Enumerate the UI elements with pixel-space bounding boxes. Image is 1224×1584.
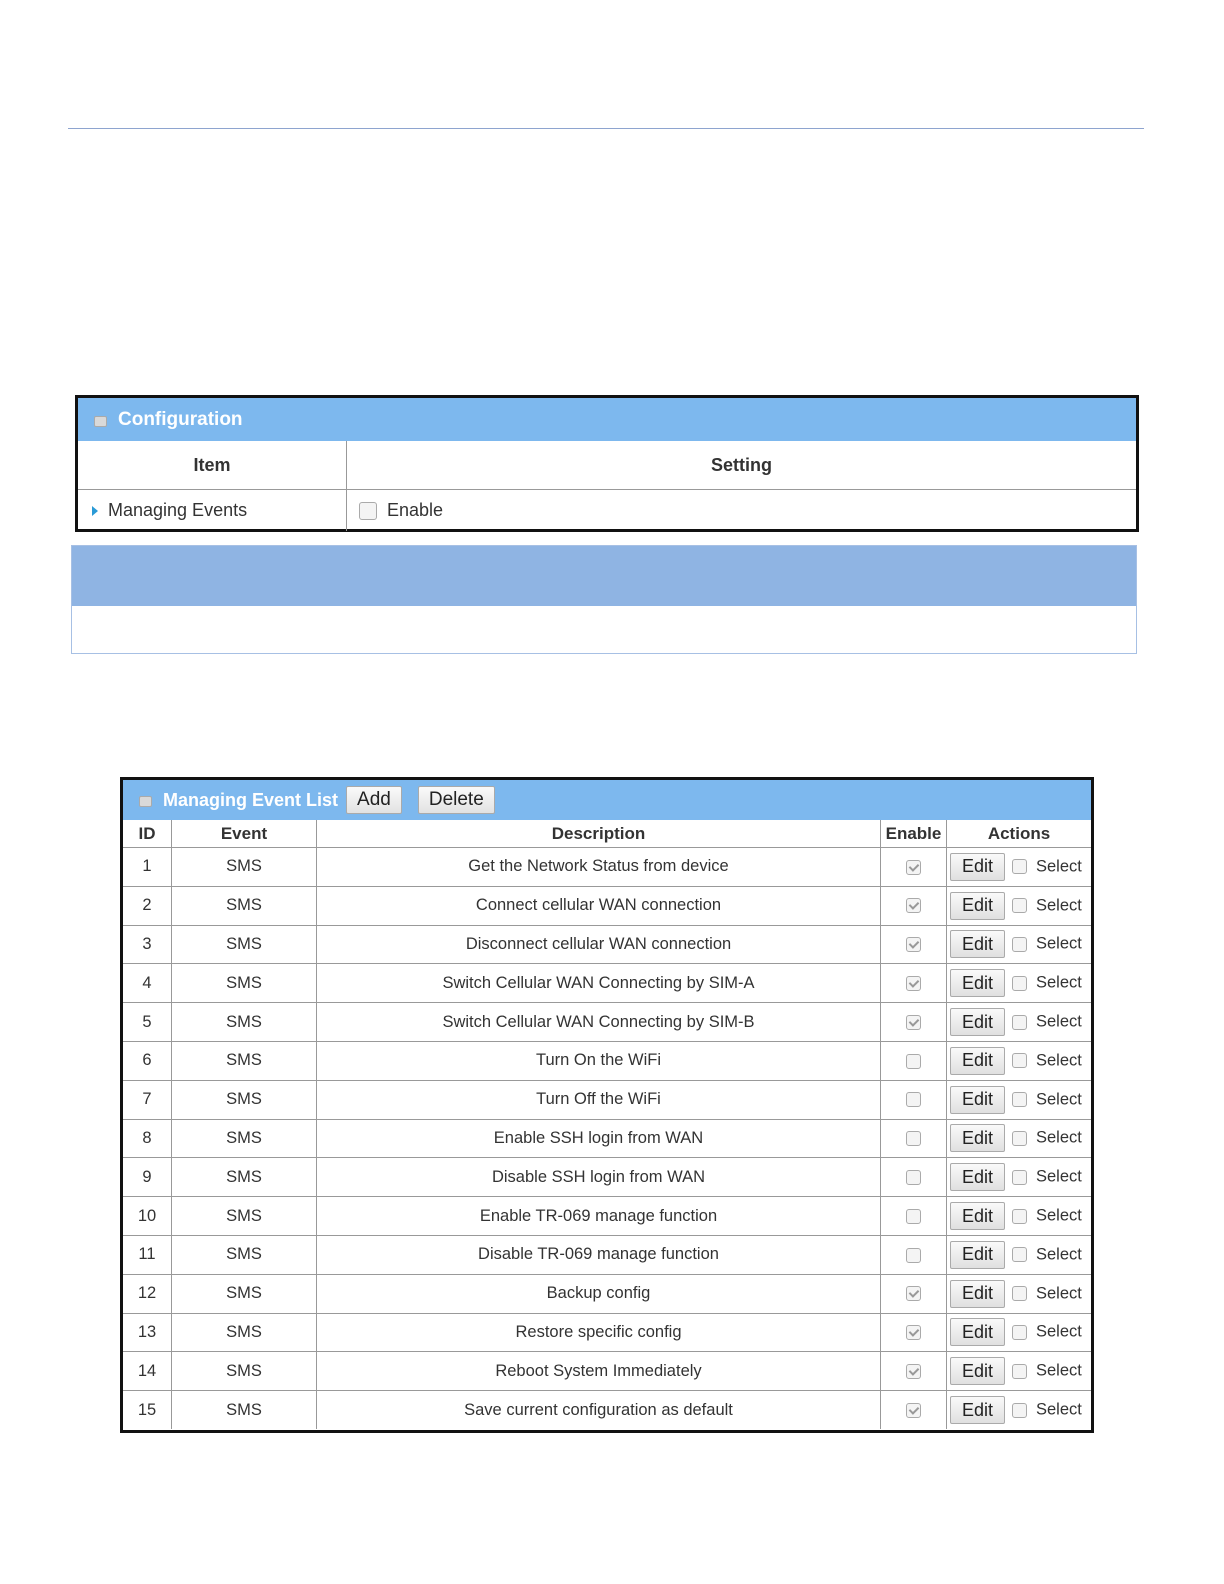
row-id: 11: [123, 1235, 172, 1274]
row-event: SMS: [172, 1235, 317, 1274]
select-label: Select: [1036, 1322, 1082, 1341]
row-actions: [947, 1391, 1092, 1429]
row-enable-cell: [881, 1352, 947, 1391]
select-label: Select: [1036, 1051, 1082, 1070]
row-enable-checkbox[interactable]: [906, 1364, 921, 1379]
edit-button[interactable]: Edit: [950, 969, 1005, 997]
row-enable-checkbox[interactable]: [906, 976, 921, 991]
collapse-icon[interactable]: [94, 416, 107, 427]
row-enable-checkbox[interactable]: [906, 1286, 921, 1301]
row-event: SMS: [172, 1003, 317, 1042]
row-id: 8: [123, 1119, 172, 1158]
row-id: 9: [123, 1158, 172, 1197]
table-row: [123, 1352, 1091, 1391]
select-label: Select: [1036, 1128, 1082, 1147]
select-checkbox[interactable]: [1012, 1092, 1027, 1107]
select-checkbox[interactable]: [1012, 1053, 1027, 1068]
row-actions: [947, 1235, 1092, 1274]
column-header-actions: Actions: [947, 820, 1092, 848]
edit-button[interactable]: Edit: [950, 930, 1005, 958]
row-description: Restore specific config: [317, 1313, 881, 1352]
triangle-right-icon: [92, 506, 98, 516]
delete-button[interactable]: Delete: [418, 786, 495, 814]
select-checkbox[interactable]: [1012, 1403, 1027, 1418]
row-actions: [947, 1158, 1092, 1197]
column-header-id: ID: [123, 820, 172, 848]
select-checkbox[interactable]: [1012, 1015, 1027, 1030]
row-actions: [947, 848, 1092, 887]
row-enable-cell: [881, 1041, 947, 1080]
row-enable-checkbox[interactable]: [906, 1325, 921, 1340]
row-event: SMS: [172, 886, 317, 925]
configuration-panel: [75, 395, 1139, 532]
table-row: [123, 1313, 1091, 1352]
row-enable-checkbox[interactable]: [906, 1248, 921, 1263]
row-enable-cell: [881, 1003, 947, 1042]
table-row: [123, 1197, 1091, 1236]
row-enable-checkbox[interactable]: [906, 1054, 921, 1069]
row-id: 4: [123, 964, 172, 1003]
collapse-icon[interactable]: [139, 796, 152, 807]
row-actions: [947, 1080, 1092, 1119]
select-checkbox[interactable]: [1012, 976, 1027, 991]
row-description: Switch Cellular WAN Connecting by SIM-B: [317, 1003, 881, 1042]
row-actions: [947, 1313, 1092, 1352]
row-description: Get the Network Status from device: [317, 848, 881, 887]
row-enable-cell: [881, 1158, 947, 1197]
select-label: Select: [1036, 857, 1082, 876]
row-enable-checkbox[interactable]: [906, 1131, 921, 1146]
row-enable-cell: [881, 1197, 947, 1236]
row-description: Enable SSH login from WAN: [317, 1119, 881, 1158]
enable-managing-events-checkbox[interactable]: [359, 502, 377, 520]
select-checkbox[interactable]: [1012, 1364, 1027, 1379]
select-label: Select: [1036, 934, 1082, 953]
select-checkbox[interactable]: [1012, 898, 1027, 913]
select-label: Select: [1036, 973, 1082, 992]
column-header-setting: Setting: [347, 441, 1137, 490]
configuration-header: [78, 398, 1136, 441]
row-id: 15: [123, 1391, 172, 1429]
row-id: 10: [123, 1197, 172, 1236]
column-header-description: Description: [317, 820, 881, 848]
row-event: SMS: [172, 1041, 317, 1080]
row-actions: [947, 1274, 1092, 1313]
select-label: Select: [1036, 1012, 1082, 1031]
row-enable-cell: [881, 1391, 947, 1429]
row-actions: [947, 886, 1092, 925]
row-description: Switch Cellular WAN Connecting by SIM-A: [317, 964, 881, 1003]
row-enable-checkbox[interactable]: [906, 898, 921, 913]
row-id: 12: [123, 1274, 172, 1313]
row-id: 7: [123, 1080, 172, 1119]
managing-event-list-panel: [120, 777, 1094, 1433]
row-description: Connect cellular WAN connection: [317, 886, 881, 925]
row-enable-checkbox[interactable]: [906, 1015, 921, 1030]
select-checkbox[interactable]: [1012, 1209, 1027, 1224]
row-enable-cell: [881, 848, 947, 887]
row-id: 14: [123, 1352, 172, 1391]
row-event: SMS: [172, 1352, 317, 1391]
select-checkbox[interactable]: [1012, 1131, 1027, 1146]
select-checkbox[interactable]: [1012, 1325, 1027, 1340]
row-description: Reboot System Immediately: [317, 1352, 881, 1391]
select-checkbox[interactable]: [1012, 1247, 1027, 1262]
row-description: Disable SSH login from WAN: [317, 1158, 881, 1197]
row-enable-cell: [881, 1274, 947, 1313]
column-header-enable: Enable: [881, 820, 947, 848]
table-row: [123, 848, 1091, 887]
managing-events-label: [78, 490, 347, 532]
row-enable-cell: [881, 1313, 947, 1352]
row-description: Disable TR-069 manage function: [317, 1235, 881, 1274]
row-event: SMS: [172, 1080, 317, 1119]
row-description: Save current configuration as default: [317, 1391, 881, 1429]
select-label: Select: [1036, 1284, 1082, 1303]
select-label: Select: [1036, 1090, 1082, 1109]
table-row: [123, 1235, 1091, 1274]
select-label: Select: [1036, 1206, 1082, 1225]
edit-button[interactable]: Edit: [950, 892, 1005, 920]
blank-panel-header: [72, 546, 1136, 606]
row-actions: [947, 1003, 1092, 1042]
edit-button[interactable]: Edit: [950, 1124, 1005, 1152]
row-actions: [947, 1352, 1092, 1391]
row-event: SMS: [172, 1274, 317, 1313]
row-description: Disconnect cellular WAN connection: [317, 925, 881, 964]
table-row: [123, 886, 1091, 925]
row-event: SMS: [172, 925, 317, 964]
table-row: [123, 1003, 1091, 1042]
select-checkbox[interactable]: [1012, 937, 1027, 952]
row-description: Backup config: [317, 1274, 881, 1313]
table-row: [123, 1080, 1091, 1119]
row-id: 2: [123, 886, 172, 925]
row-enable-checkbox[interactable]: [906, 1403, 921, 1418]
row-id: 3: [123, 925, 172, 964]
select-label: Select: [1036, 896, 1082, 915]
row-actions: [947, 1119, 1092, 1158]
row-event: SMS: [172, 1391, 317, 1429]
table-row: [123, 964, 1091, 1003]
row-id: 13: [123, 1313, 172, 1352]
row-enable-cell: [881, 1080, 947, 1119]
edit-button[interactable]: Edit: [950, 1202, 1005, 1230]
column-header-item: Item: [78, 441, 347, 490]
table-row: [123, 1041, 1091, 1080]
managing-events-text: Managing Events: [108, 500, 248, 520]
event-table: [123, 820, 1091, 1429]
row-enable-cell: [881, 886, 947, 925]
row-description: Turn Off the WiFi: [317, 1080, 881, 1119]
select-label: Select: [1036, 1361, 1082, 1380]
add-button[interactable]: Add: [346, 786, 402, 814]
configuration-table: [78, 441, 1136, 531]
row-id: 6: [123, 1041, 172, 1080]
row-enable-cell: [881, 1235, 947, 1274]
table-row: [123, 1391, 1091, 1429]
edit-button[interactable]: Edit: [950, 1280, 1005, 1308]
table-row: [123, 1158, 1091, 1197]
edit-button[interactable]: Edit: [950, 1008, 1005, 1036]
edit-button[interactable]: Edit: [950, 1047, 1005, 1075]
edit-button[interactable]: Edit: [950, 1241, 1005, 1269]
event-list-title: Managing Event List: [163, 789, 339, 810]
column-header-event: Event: [172, 820, 317, 848]
row-enable-checkbox[interactable]: [906, 1209, 921, 1224]
row-event: SMS: [172, 848, 317, 887]
select-checkbox[interactable]: [1012, 859, 1027, 874]
row-enable-checkbox[interactable]: [906, 1170, 921, 1185]
row-event: SMS: [172, 964, 317, 1003]
enable-label: Enable: [387, 500, 444, 520]
row-actions: [947, 964, 1092, 1003]
blank-panel: [71, 545, 1137, 654]
top-divider: [68, 128, 1144, 129]
edit-button[interactable]: Edit: [950, 1086, 1005, 1114]
row-enable-cell: [881, 964, 947, 1003]
row-description: Turn On the WiFi: [317, 1041, 881, 1080]
table-row: [123, 1274, 1091, 1313]
row-id: 1: [123, 848, 172, 887]
table-row: [123, 1119, 1091, 1158]
edit-button[interactable]: Edit: [950, 1357, 1005, 1385]
select-label: Select: [1036, 1400, 1082, 1419]
row-enable-cell: [881, 925, 947, 964]
configuration-title: Configuration: [118, 408, 243, 430]
row-event: SMS: [172, 1313, 317, 1352]
select-label: Select: [1036, 1245, 1082, 1264]
select-label: Select: [1036, 1167, 1082, 1186]
row-id: 5: [123, 1003, 172, 1042]
row-event: SMS: [172, 1197, 317, 1236]
edit-button[interactable]: Edit: [950, 1163, 1005, 1191]
table-row: [123, 925, 1091, 964]
row-actions: [947, 925, 1092, 964]
select-checkbox[interactable]: [1012, 1286, 1027, 1301]
event-list-header: [123, 780, 1091, 820]
select-checkbox[interactable]: [1012, 1170, 1027, 1185]
managing-events-setting: [347, 490, 1137, 532]
row-enable-checkbox[interactable]: [906, 937, 921, 952]
edit-button[interactable]: Edit: [950, 853, 1005, 881]
row-enable-checkbox[interactable]: [906, 860, 921, 875]
row-event: SMS: [172, 1119, 317, 1158]
edit-button[interactable]: Edit: [950, 1396, 1005, 1424]
row-enable-cell: [881, 1119, 947, 1158]
row-enable-checkbox[interactable]: [906, 1092, 921, 1107]
row-description: Enable TR-069 manage function: [317, 1197, 881, 1236]
row-event: SMS: [172, 1158, 317, 1197]
row-actions: [947, 1197, 1092, 1236]
edit-button[interactable]: Edit: [950, 1318, 1005, 1346]
row-actions: [947, 1041, 1092, 1080]
